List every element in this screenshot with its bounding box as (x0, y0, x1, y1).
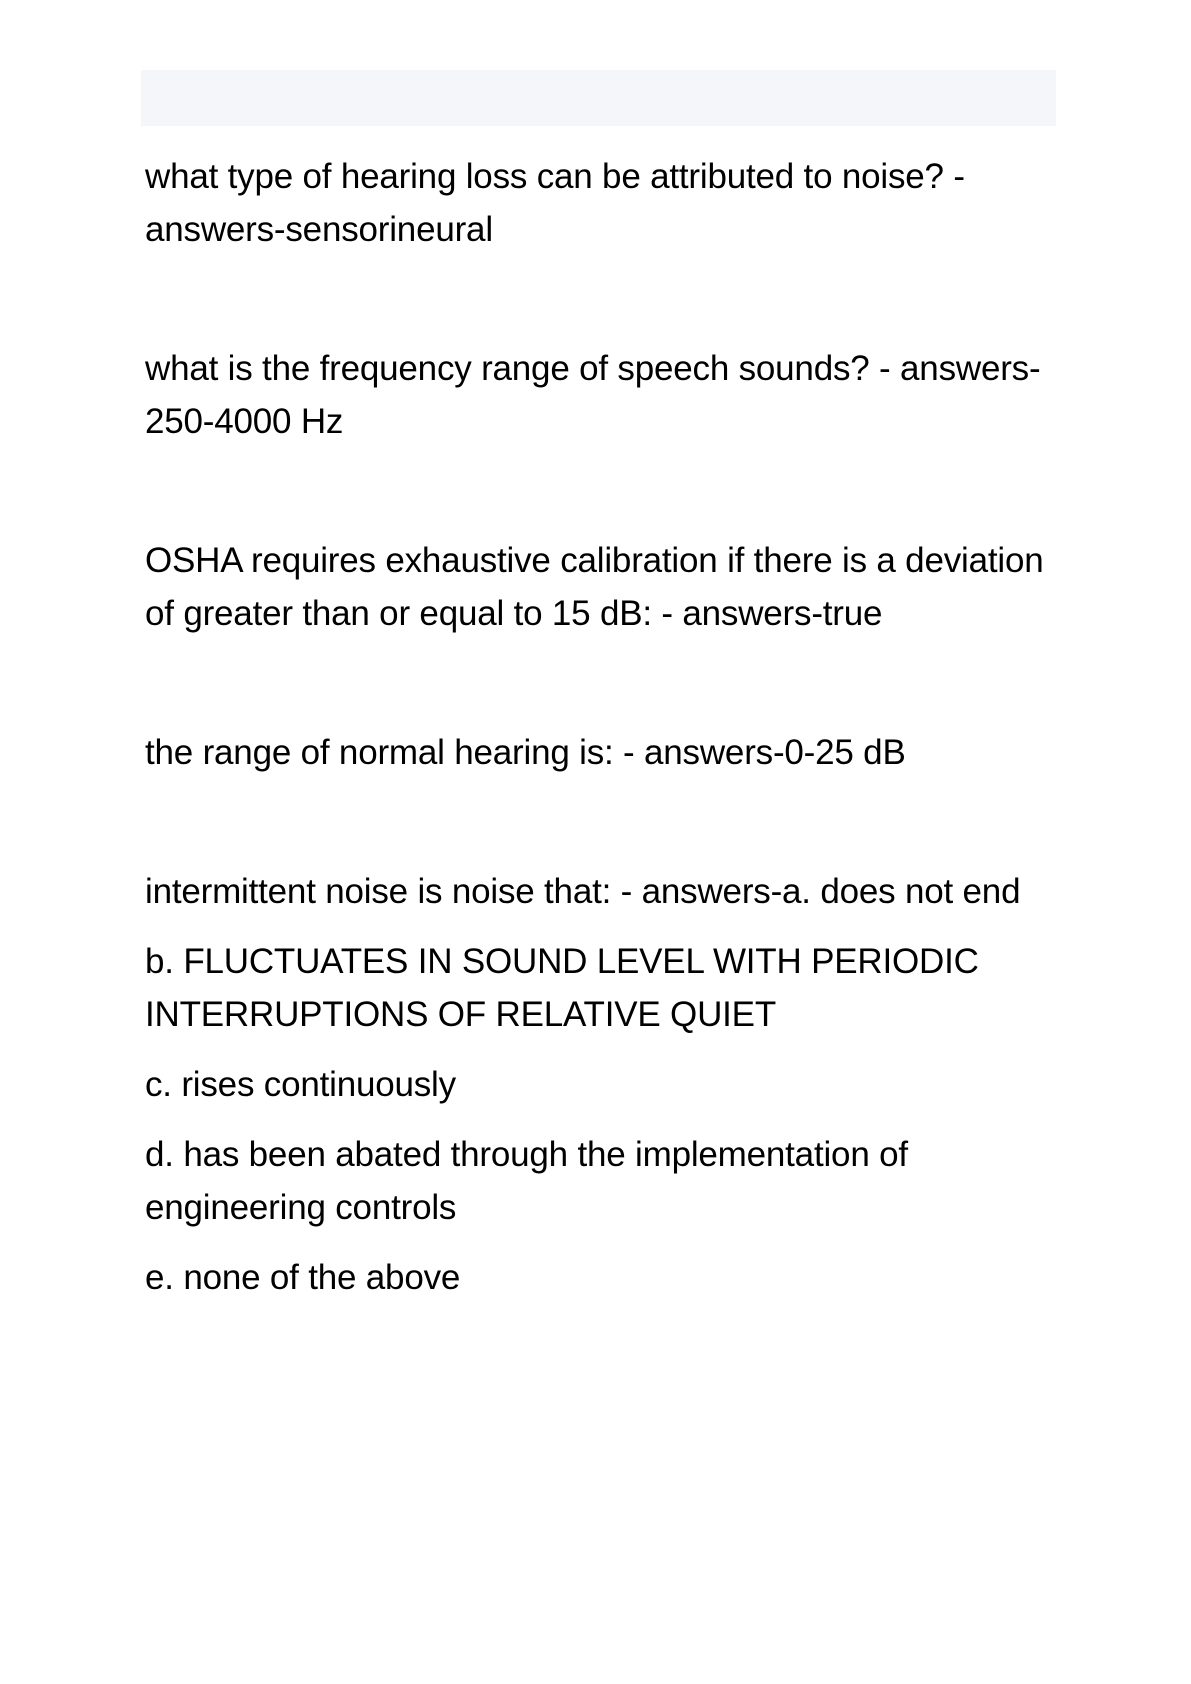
spacer (145, 256, 1045, 342)
spacer (145, 1041, 1045, 1058)
spacer (145, 1234, 1045, 1251)
qa-item-2: what is the frequency range of speech sounds? - answers-250-4000 Hz (145, 349, 1041, 441)
header-band (141, 70, 1056, 126)
spacer (145, 640, 1045, 726)
answer-option-d: d. has been abated through the implementation of engineering controls (145, 1135, 908, 1227)
answer-option-c: c. rises continuously (145, 1065, 456, 1104)
qa-item-1: what type of hearing loss can be attributed to noise? - answers-sensorineural (145, 157, 965, 249)
spacer (145, 918, 1045, 935)
qa-item-3: OSHA requires exhaustive calibration if there is a deviation of greater than or equal to 15 dB: - answers-true (145, 541, 1044, 633)
qa-item-4: the range of normal hearing is: - answers-0-25 dB (145, 733, 906, 772)
spacer (145, 1111, 1045, 1128)
spacer (145, 779, 1045, 865)
qa-item-5: intermittent noise is noise that: - answers-a. does not end (145, 872, 1021, 911)
spacer (145, 448, 1045, 534)
answer-option-e: e. none of the above (145, 1258, 461, 1297)
document-body (145, 150, 1045, 1304)
answer-option-b: b. FLUCTUATES IN SOUND LEVEL WITH PERIODIC INTERRUPTIONS OF RELATIVE QUIET (145, 942, 979, 1034)
